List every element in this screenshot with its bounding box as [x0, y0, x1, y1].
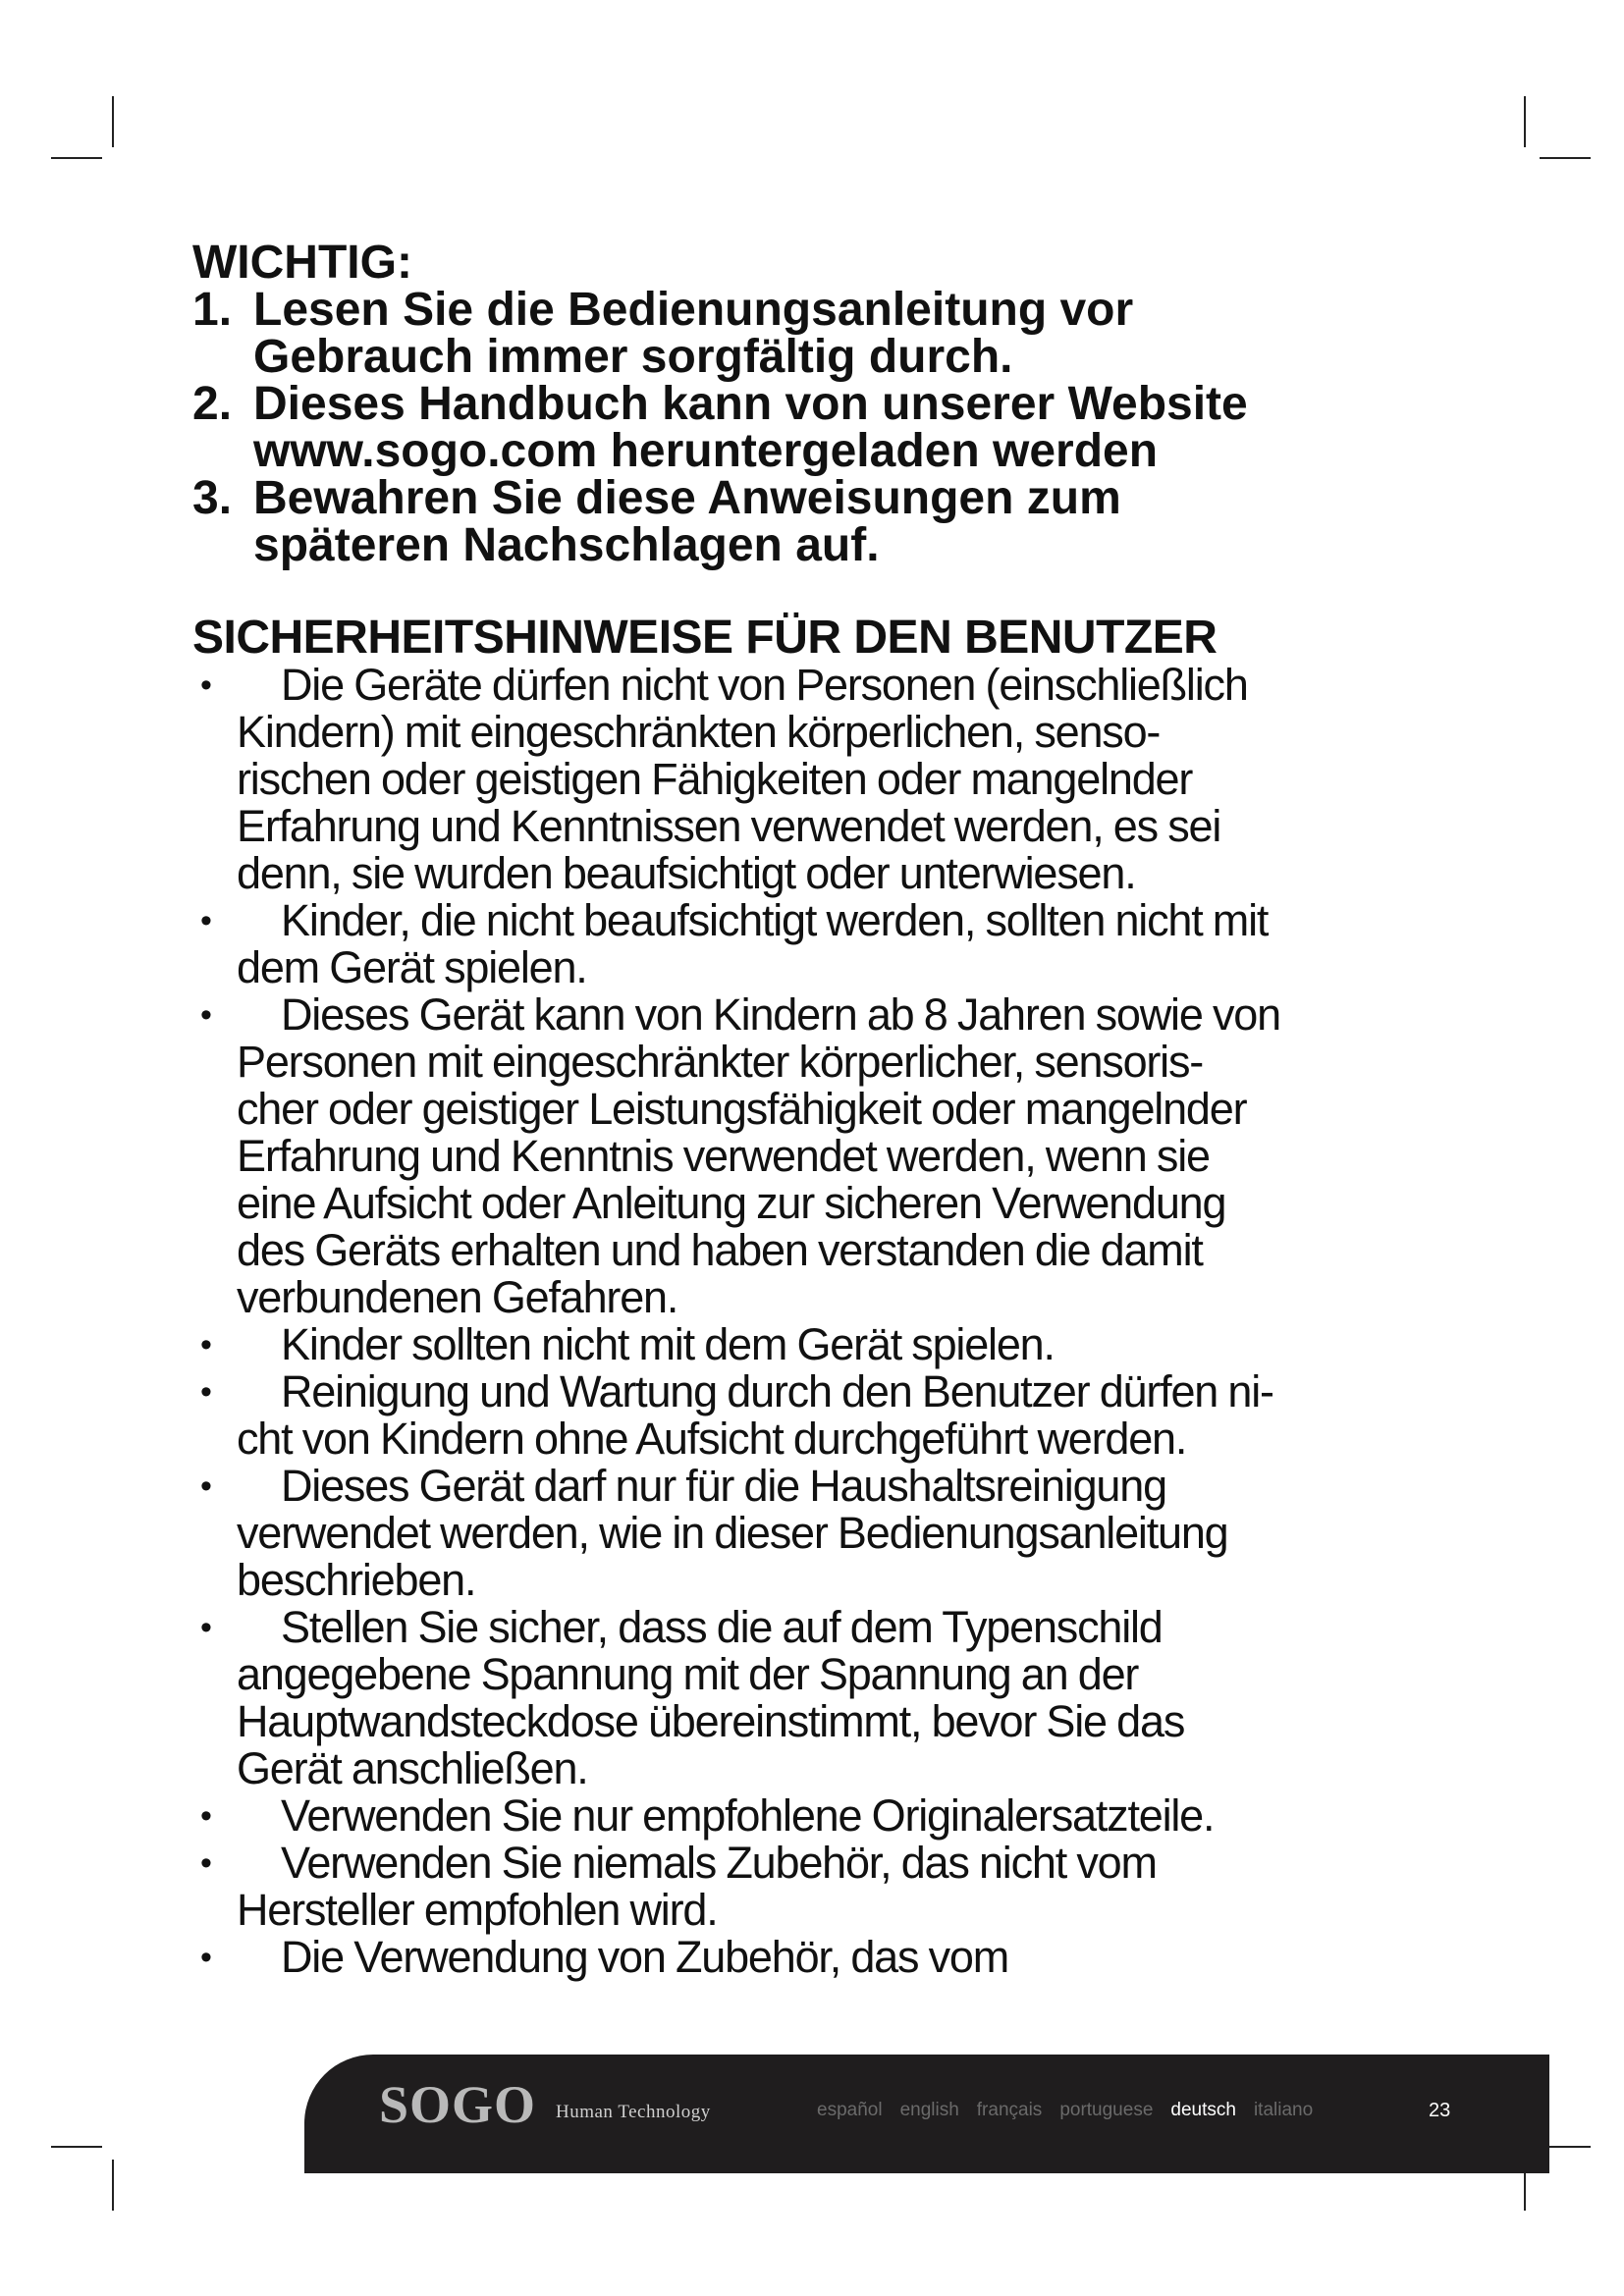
safety-line: des Geräts erhalten und haben verstanden die damit — [237, 1225, 1203, 1275]
language-6[interactable]: italiano — [1253, 2100, 1314, 2120]
safety-line: dem Gerät spielen. — [237, 942, 587, 992]
bullet-icon: • — [200, 1939, 211, 1976]
safety-item — [192, 662, 1498, 897]
brand-tagline: Human Technology — [556, 2102, 711, 2122]
item-number: 2. — [192, 378, 233, 430]
safety-line: eine Aufsicht oder Anleitung zur sicheren Verwendung — [237, 1178, 1226, 1228]
language-5[interactable]: deutsch — [1170, 2100, 1236, 2120]
safety-line: Dieses Gerät darf nur für die Haushaltsreinigung — [281, 1461, 1166, 1511]
safety-line: cht von Kindern ohne Aufsicht durchgeführt werden. — [237, 1414, 1187, 1464]
important-item — [192, 284, 1498, 383]
safety-line: Hersteller empfohlen wird. — [237, 1885, 718, 1935]
important-item — [192, 378, 1498, 477]
important-item — [192, 472, 1498, 571]
item-number: 3. — [192, 472, 233, 524]
crop-mark — [51, 2146, 102, 2148]
safety-line: Kindern) mit eingeschränkten körperlichen, senso- — [237, 707, 1161, 757]
safety-line: Gerät anschließen. — [237, 1743, 588, 1793]
bullet-icon: • — [200, 902, 211, 939]
safety-line: verwendet werden, wie in dieser Bedienungsanleitung — [237, 1508, 1228, 1558]
safety-line: denn, sie wurden beaufsichtigt oder unterwiesen. — [237, 848, 1136, 898]
item-line: Lesen Sie die Bedienungsanleitung vor — [253, 284, 1134, 336]
language-2[interactable]: english — [899, 2100, 959, 2120]
safety-list — [192, 662, 1498, 1981]
language-list — [817, 2100, 1313, 2121]
language-4[interactable]: portuguese — [1059, 2100, 1154, 2120]
important-list — [192, 284, 1498, 571]
safety-item — [192, 1368, 1498, 1463]
crop-mark — [1524, 96, 1526, 147]
safety-line: rischen oder geistigen Fähigkeiten oder mangelnder — [237, 754, 1193, 804]
safety-line: angegebene Spannung mit der Spannung an der — [237, 1649, 1139, 1699]
item-line: Gebrauch immer sorgfältig durch. — [253, 331, 1013, 383]
safety-item — [192, 1321, 1498, 1368]
safety-line: verbundenen Gefahren. — [237, 1272, 678, 1322]
bullet-icon: • — [200, 1468, 211, 1505]
item-line: Dieses Handbuch kann von unserer Website — [253, 378, 1248, 430]
safety-line: Stellen Sie sicher, dass die auf dem Typenschild — [281, 1602, 1163, 1652]
bullet-icon: • — [200, 1797, 211, 1835]
crop-mark — [1540, 157, 1591, 159]
safety-item — [192, 897, 1498, 991]
item-text — [253, 284, 1498, 383]
page-content — [192, 237, 1498, 1982]
safety-title: SICHERHEITSHINWEISE FÜR DEN BENUTZER — [192, 612, 1218, 664]
safety-line: Kinder, die nicht beaufsichtigt werden, sollten nicht mit — [281, 895, 1269, 945]
bullet-icon: • — [200, 667, 211, 704]
safety-item — [192, 1604, 1498, 1792]
safety-item — [192, 1463, 1498, 1604]
safety-line: Reinigung und Wartung durch den Benutzer dürfen ni- — [281, 1366, 1273, 1416]
language-1[interactable]: español — [817, 2100, 883, 2120]
item-text — [253, 378, 1498, 477]
bullet-icon: • — [200, 1609, 211, 1646]
page-number: 23 — [1429, 2100, 1451, 2121]
important-heading: WICHTIG: — [192, 237, 412, 289]
safety-line: beschrieben. — [237, 1555, 476, 1605]
safety-line: Verwenden Sie niemals Zubehör, das nicht vom — [281, 1838, 1157, 1888]
safety-item — [192, 1934, 1498, 1981]
safety-item — [192, 991, 1498, 1321]
item-text — [253, 472, 1498, 571]
item-line: www.sogo.com heruntergeladen werden — [253, 425, 1159, 477]
bullet-icon: • — [200, 1326, 211, 1363]
safety-line: Hauptwandsteckdose übereinstimmt, bevor Sie das — [237, 1696, 1185, 1746]
item-line: Bewahren Sie diese Anweisungen zum — [253, 472, 1121, 524]
brand-logo: SOGO — [379, 2075, 537, 2134]
safety-line: Die Verwendung von Zubehör, das vom — [281, 1932, 1008, 1982]
safety-line: cher oder geistiger Leistungsfähigkeit oder mangelnder — [237, 1084, 1247, 1134]
crop-mark — [112, 96, 114, 147]
bullet-icon: • — [200, 1373, 211, 1411]
safety-line: Personen mit eingeschränkter körperlicher, sensoris- — [237, 1037, 1204, 1087]
safety-line: Erfahrung und Kenntnissen verwendet werden, es sei — [237, 801, 1221, 851]
safety-line: Erfahrung und Kenntnis verwendet werden, wenn sie — [237, 1131, 1210, 1181]
safety-line: Dieses Gerät kann von Kindern ab 8 Jahren sowie von — [281, 989, 1280, 1040]
safety-line: Verwenden Sie nur empfohlene Originalersatzteile. — [281, 1790, 1215, 1841]
crop-mark — [51, 157, 102, 159]
crop-mark — [112, 2160, 114, 2211]
safety-item — [192, 1792, 1498, 1840]
item-line: späteren Nachschlagen auf. — [253, 519, 880, 571]
item-number: 1. — [192, 284, 233, 336]
safety-line: Kinder sollten nicht mit dem Gerät spielen. — [281, 1319, 1055, 1369]
safety-line: Die Geräte dürfen nicht von Personen (einschließlich — [281, 660, 1248, 710]
bullet-icon: • — [200, 996, 211, 1034]
safety-item — [192, 1840, 1498, 1934]
bullet-icon: • — [200, 1844, 211, 1882]
language-3[interactable]: français — [976, 2100, 1043, 2120]
footer-bar — [304, 2055, 1549, 2173]
